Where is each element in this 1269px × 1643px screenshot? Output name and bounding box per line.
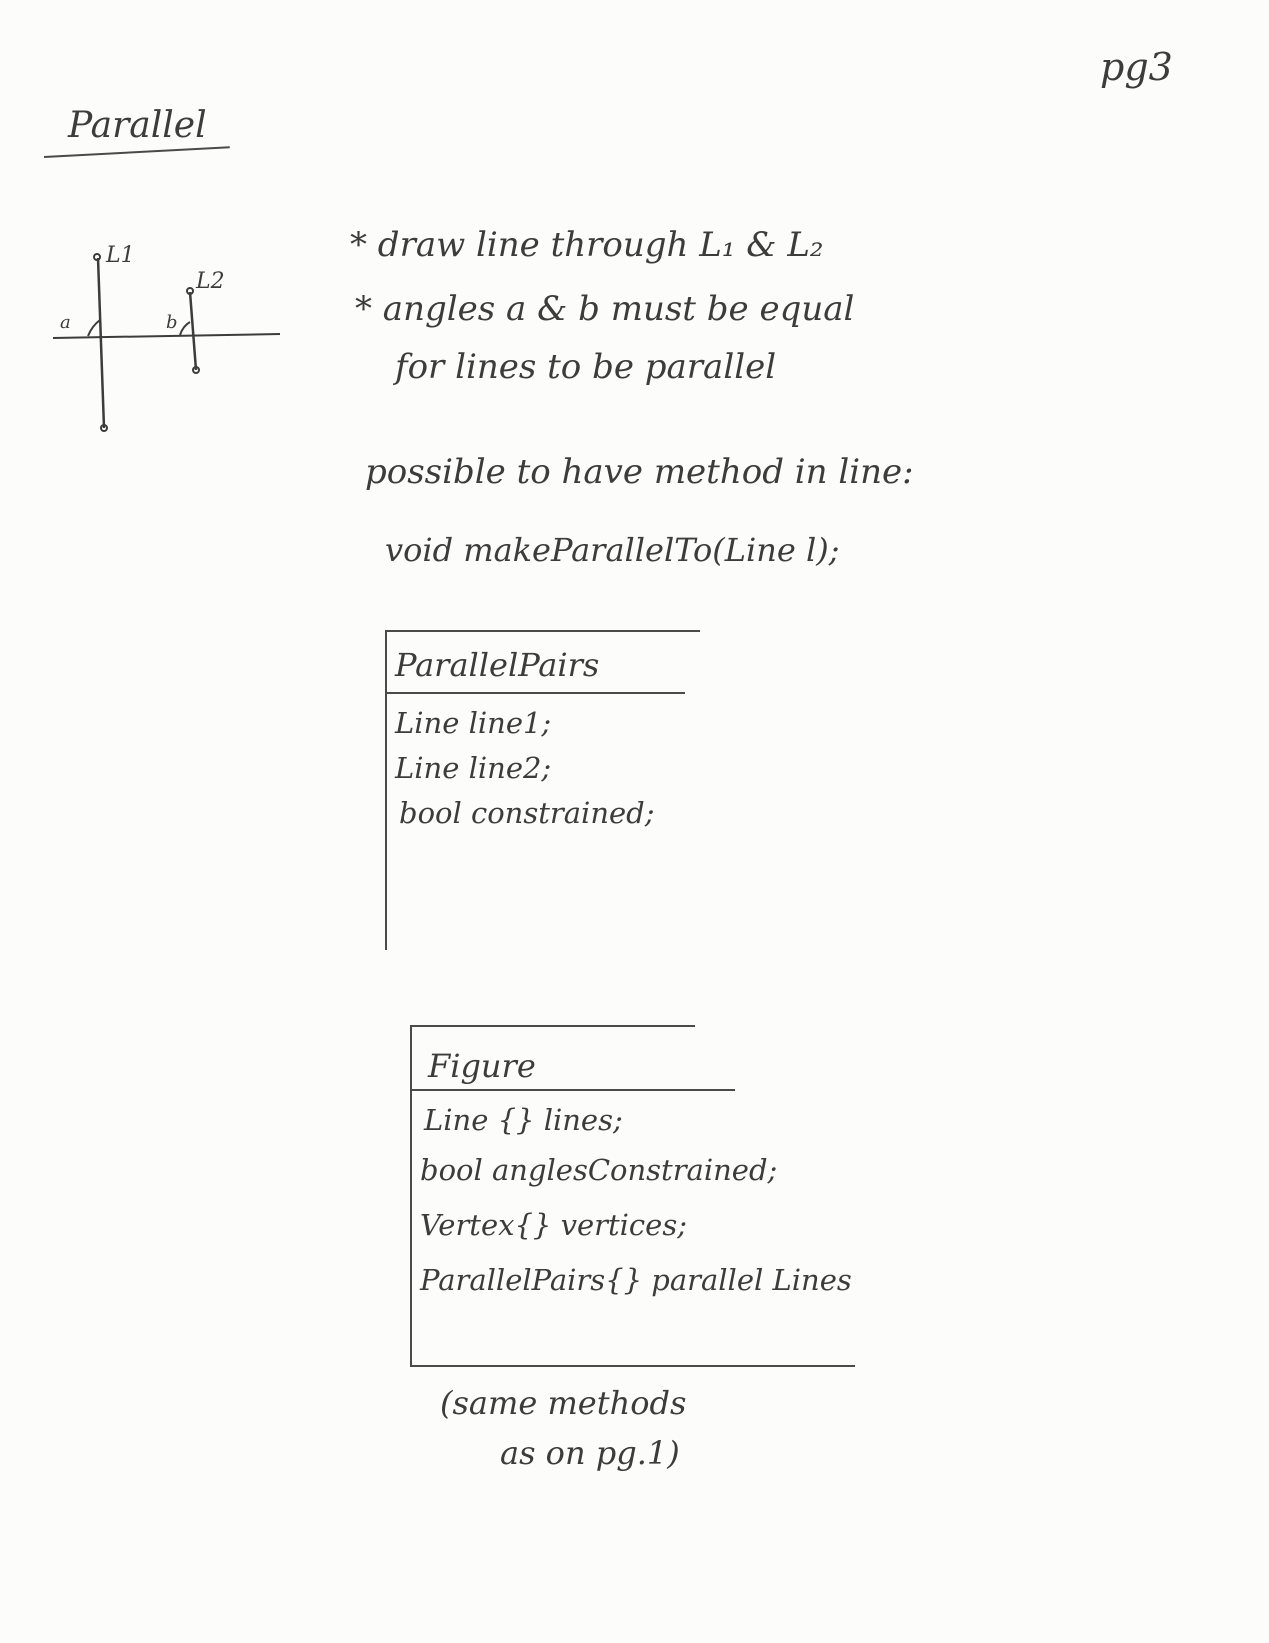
line-l2-top-endpoint — [187, 288, 193, 294]
note-for-parallel: for lines to be parallel — [395, 347, 777, 387]
class-methods-divider — [410, 1365, 855, 1367]
class-field: bool anglesConstrained; — [420, 1153, 778, 1187]
class-field: Line {} lines; — [424, 1103, 623, 1137]
angle-b-arc — [180, 322, 190, 335]
transversal-line — [53, 334, 280, 338]
class-box-left-border — [385, 630, 387, 950]
class-box-parallel-pairs — [385, 630, 700, 950]
class-box-top-border — [410, 1025, 695, 1027]
class-box-top-border — [385, 630, 700, 632]
page-title: Parallel — [68, 105, 207, 146]
class-field: Vertex{} vertices; — [420, 1208, 687, 1242]
class-box-left-border — [410, 1025, 412, 1365]
class-field: ParallelPairs{} parallel Lines — [420, 1263, 852, 1297]
class-name: ParallelPairs — [395, 646, 600, 684]
class-name: Figure — [428, 1047, 536, 1085]
title-underline — [44, 146, 230, 158]
class-name-divider — [385, 692, 685, 694]
line-l2 — [190, 292, 196, 370]
line-l1-top-endpoint — [94, 254, 100, 260]
class-box-figure — [410, 1025, 855, 1395]
note-angles-equal: * angles a & b must be equal — [355, 289, 855, 329]
parallel-lines-diagram — [50, 240, 290, 455]
class-name-divider — [410, 1089, 735, 1091]
label-l1: L1 — [106, 243, 135, 268]
class-field: Line line2; — [395, 751, 552, 785]
class-field: bool constrained; — [399, 796, 655, 830]
label-l2: L2 — [196, 269, 225, 294]
angle-a-arc — [88, 320, 100, 336]
methods-note-line-2: as on pg.1) — [500, 1434, 680, 1472]
note-possible-method: possible to have method in line: — [365, 452, 914, 492]
label-angle-a: a — [60, 312, 71, 333]
note-draw-line: * draw line through L₁ & L₂ — [350, 225, 824, 265]
methods-note-line-1: (same methods — [440, 1384, 687, 1422]
class-field: Line line1; — [395, 706, 552, 740]
label-angle-b: b — [166, 312, 178, 333]
page-number: pg3 — [1100, 45, 1173, 89]
note-method-signature: void makeParallelTo(Line l); — [385, 531, 840, 569]
line-l1 — [98, 258, 104, 428]
